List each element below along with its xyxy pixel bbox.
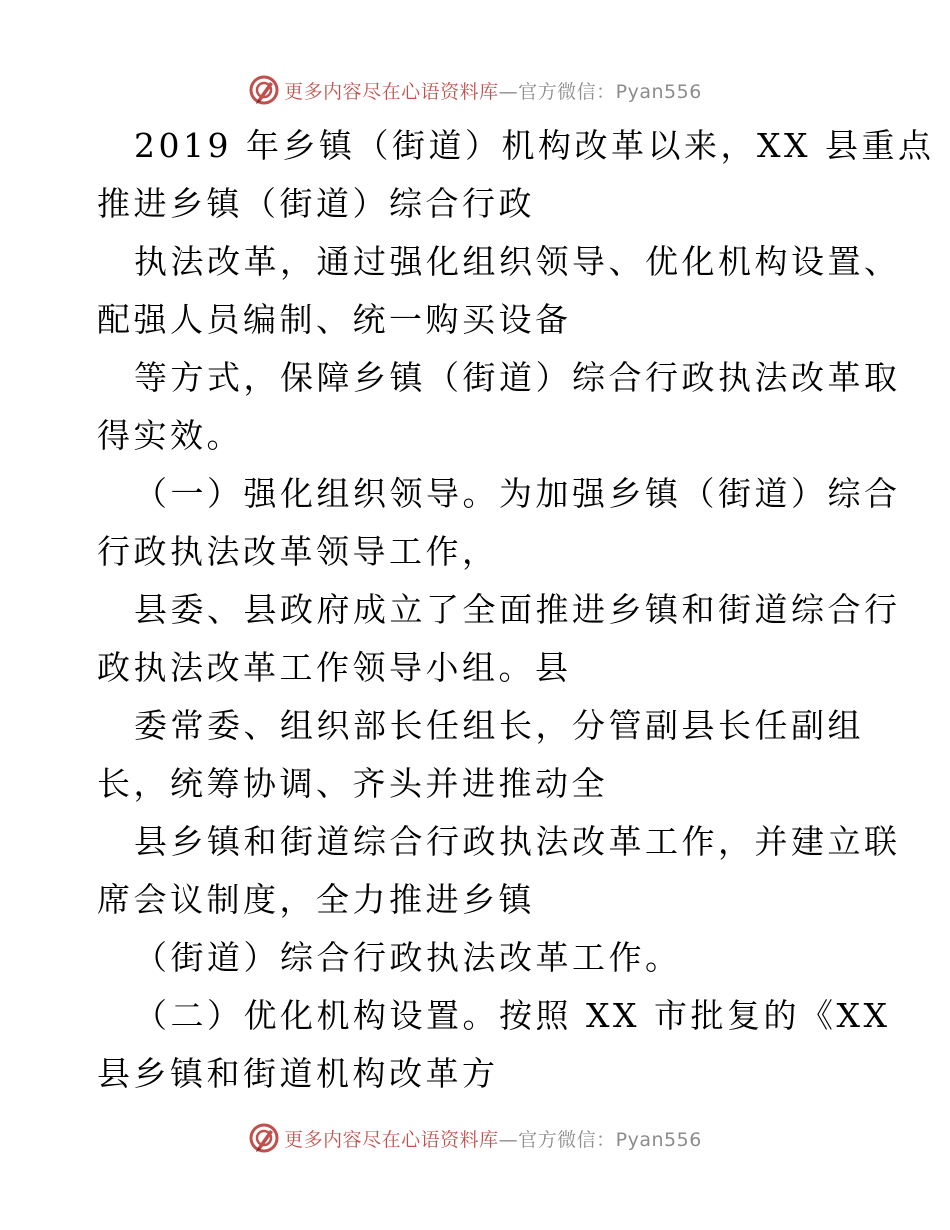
watermark-brand: 更多内容尽在心语资料库 xyxy=(284,80,499,103)
watermark-wechat: 官方微信：Pyan556 xyxy=(518,1128,702,1151)
body-line: 得实效。 xyxy=(97,416,243,455)
body-line: 行政执法改革领导工作， xyxy=(97,532,499,571)
header-watermark xyxy=(0,70,950,110)
body-line: 县委、县政府成立了全面推进乡镇和街道综合行 xyxy=(134,590,901,629)
body-line: 席会议制度，全力推进乡镇 xyxy=(97,880,535,919)
body-line: （一）强化组织领导。为加强乡镇（街道）综合 xyxy=(134,474,901,513)
watermark-dash: — xyxy=(498,1128,519,1151)
cd-pen-logo-icon xyxy=(248,1122,280,1154)
body-line: 委常委、组织部长任组长，分管副县长任副组 xyxy=(134,706,864,745)
watermark-wechat: 官方微信：Pyan556 xyxy=(518,80,702,103)
body-line: （街道）综合行政执法改革工作。 xyxy=(134,938,682,977)
watermark-dash: — xyxy=(498,80,519,103)
body-line: 推进乡镇（街道）综合行政 xyxy=(97,184,535,223)
body-line: 政执法改革工作领导小组。县 xyxy=(97,648,572,687)
body-line: 县乡镇和街道综合行政执法改革工作，并建立联 xyxy=(134,822,901,861)
body-line: （二）优化机构设置。按照 XX 市批复的《XX xyxy=(134,996,891,1035)
cd-pen-logo-icon xyxy=(248,74,280,106)
body-line: 执法改革，通过强化组织领导、优化机构设置、 xyxy=(134,242,901,281)
footer-watermark xyxy=(0,1118,950,1158)
body-line: 等方式，保障乡镇（街道）综合行政执法改革取 xyxy=(134,358,901,397)
document-body xyxy=(97,117,935,1103)
watermark-brand: 更多内容尽在心语资料库 xyxy=(284,1128,499,1151)
body-line: 长，统筹协调、齐头并进推动全 xyxy=(97,764,608,803)
body-line: 县乡镇和街道机构改革方 xyxy=(97,1054,499,1093)
body-line: 配强人员编制、统一购买设备 xyxy=(97,300,572,339)
body-line: 2019 年乡镇（街道）机构改革以来，XX 县重点 xyxy=(134,126,935,165)
